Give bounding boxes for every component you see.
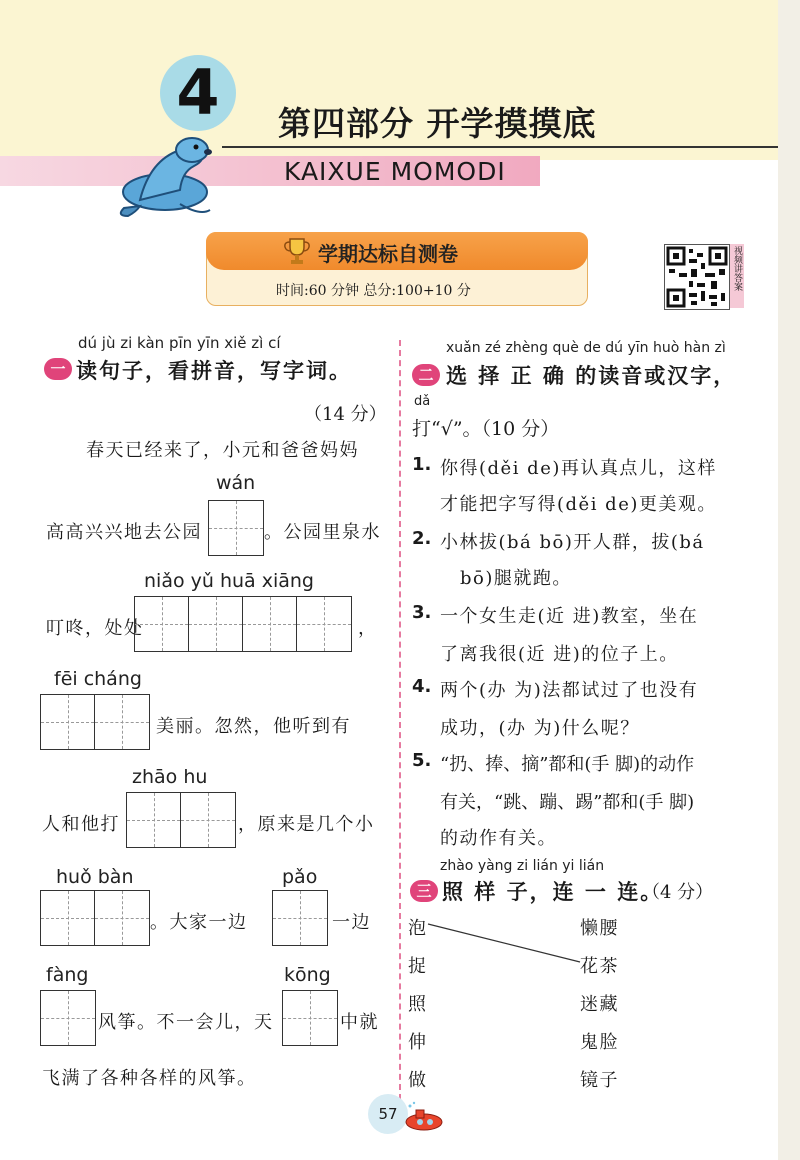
section1-line3b: ， <box>358 618 378 639</box>
q5-line1: “扔、捧、摘”都和(手 脚)的动作 <box>440 754 695 775</box>
q4-line1: 两个(办 为)法都试过了也没有 <box>440 680 699 701</box>
example-match-line <box>424 918 584 968</box>
part-subtitle: KAIXUE MOMODI <box>284 157 506 186</box>
section2-pinyin: xuǎn zé zhèng què de dú yīn huò hàn zì <box>446 340 726 356</box>
q4-line2: 成功，(办 为)什么呢？ <box>440 718 640 739</box>
section2-badge: 二 <box>412 364 440 386</box>
writing-box-pao[interactable] <box>272 890 328 946</box>
q2-line1: 小林拔(bá bō)开人群，拔(bá <box>440 532 705 553</box>
q5-line2: 有关，“跳、蹦、踢”都和(手 脚) <box>440 792 695 813</box>
section1-line6c: 一边 <box>332 912 371 933</box>
section3-title: 照 样 子，连 一 连。 <box>442 880 664 904</box>
section1-line7b: 风筝。不一会儿，天 <box>98 1012 274 1033</box>
q2-line2: bō)腿就跑。 <box>460 568 572 589</box>
section1-line4b: 美丽。忽然，他听到有 <box>156 716 351 737</box>
section1-line2b: 。公园里泉水 <box>264 522 381 543</box>
part-number-badge: 4 <box>160 55 236 131</box>
section1-score: （14 分） <box>304 404 387 425</box>
writing-box-huoban[interactable] <box>40 890 150 946</box>
section1-title: 读句子，看拼音，写字词。 <box>76 359 352 383</box>
banner-info: 时间:60 分钟 总分:100+10 分 <box>276 283 471 299</box>
q2-number: 2. <box>412 528 432 549</box>
section3-score: （4 分） <box>642 882 714 903</box>
submarine-icon <box>400 1100 446 1134</box>
section1-line7c: 中就 <box>340 1012 379 1033</box>
match-right-4[interactable]: 鬼脸 <box>580 1032 619 1053</box>
pinyin-feichang: fēi cháng <box>54 668 142 690</box>
q3-number: 3. <box>412 602 432 623</box>
writing-box-fang[interactable] <box>40 990 96 1046</box>
writing-box-feichang[interactable] <box>40 694 150 750</box>
section2-title: 选 择 正 确 的读音或汉字， <box>446 364 737 388</box>
section1-line5b: ，原来是几个小 <box>238 814 375 835</box>
pinyin-huoban: huǒ bàn <box>56 866 134 888</box>
pinyin-zhaohu: zhāo hu <box>132 766 208 788</box>
q1-line1: 你得(děi de)再认真点儿，这样 <box>440 458 717 479</box>
match-left-3[interactable]: 照 <box>408 994 428 1015</box>
section1-line8: 飞满了各种各样的风筝。 <box>42 1068 257 1089</box>
q5-number: 5. <box>412 750 432 771</box>
section1-line1: 春天已经来了，小元和爸爸妈妈 <box>86 440 359 461</box>
section1-line5a: 人和他打 <box>42 814 120 835</box>
pinyin-niaoyu: niǎo yǔ huā xiāng <box>144 570 314 592</box>
section2-instruction: 打“√”。（10 分） <box>412 418 560 440</box>
qr-code-icon[interactable] <box>664 244 730 310</box>
match-left-2[interactable]: 捉 <box>408 956 428 977</box>
section1-line6b: 。大家一边 <box>150 912 248 933</box>
seal-icon <box>110 120 220 220</box>
match-left-5[interactable]: 做 <box>408 1070 428 1091</box>
section1-badge: 一 <box>44 358 72 380</box>
section3-badge: 三 <box>410 880 438 902</box>
trophy-icon <box>282 236 312 266</box>
section3-pinyin: zhào yàng zi lián yi lián <box>440 858 605 874</box>
q3-line1: 一个女生走(近 进)教室，坐在 <box>440 606 699 627</box>
page-edge <box>778 0 800 1160</box>
q4-number: 4. <box>412 676 432 697</box>
match-left-4[interactable]: 伸 <box>408 1032 428 1053</box>
match-right-1[interactable]: 懒腰 <box>580 918 619 939</box>
qr-label: 视频讲答案 <box>730 244 744 308</box>
section1-line2a: 高高兴兴地去公园 <box>46 522 202 543</box>
match-right-2[interactable]: 花茶 <box>580 956 619 977</box>
page-number: 57 <box>368 1094 408 1134</box>
writing-box-niaoyu[interactable] <box>134 596 352 652</box>
q3-line2: 了离我很(近 进)的位子上。 <box>440 644 679 665</box>
writing-box-kong[interactable] <box>282 990 338 1046</box>
writing-box-zhaohu[interactable] <box>126 792 236 848</box>
match-left-1[interactable]: 泡 <box>408 918 428 939</box>
banner-title: 学期达标自测卷 <box>318 242 458 266</box>
writing-box-wan[interactable] <box>208 500 264 556</box>
q1-line2: 才能把字写得(děi de)更美观。 <box>440 494 717 515</box>
part-title: 第四部分 开学摸摸底 <box>278 104 597 143</box>
section1-line3a: 叮咚，处处 <box>46 618 144 639</box>
pinyin-da: dǎ <box>414 394 431 409</box>
q1-number: 1. <box>412 454 432 475</box>
match-right-3[interactable]: 迷藏 <box>580 994 619 1015</box>
q5-line3: 的动作有关。 <box>440 828 557 849</box>
match-right-5[interactable]: 镜子 <box>580 1070 619 1091</box>
pinyin-pao: pǎo <box>282 866 318 888</box>
pinyin-kong: kōng <box>284 964 331 986</box>
title-underline <box>222 146 778 148</box>
column-divider <box>399 340 401 1100</box>
section1-pinyin: dú jù zi kàn pīn yīn xiě zì cí <box>78 334 281 352</box>
pinyin-fang: fàng <box>46 964 89 986</box>
pinyin-wan: wán <box>216 472 256 494</box>
